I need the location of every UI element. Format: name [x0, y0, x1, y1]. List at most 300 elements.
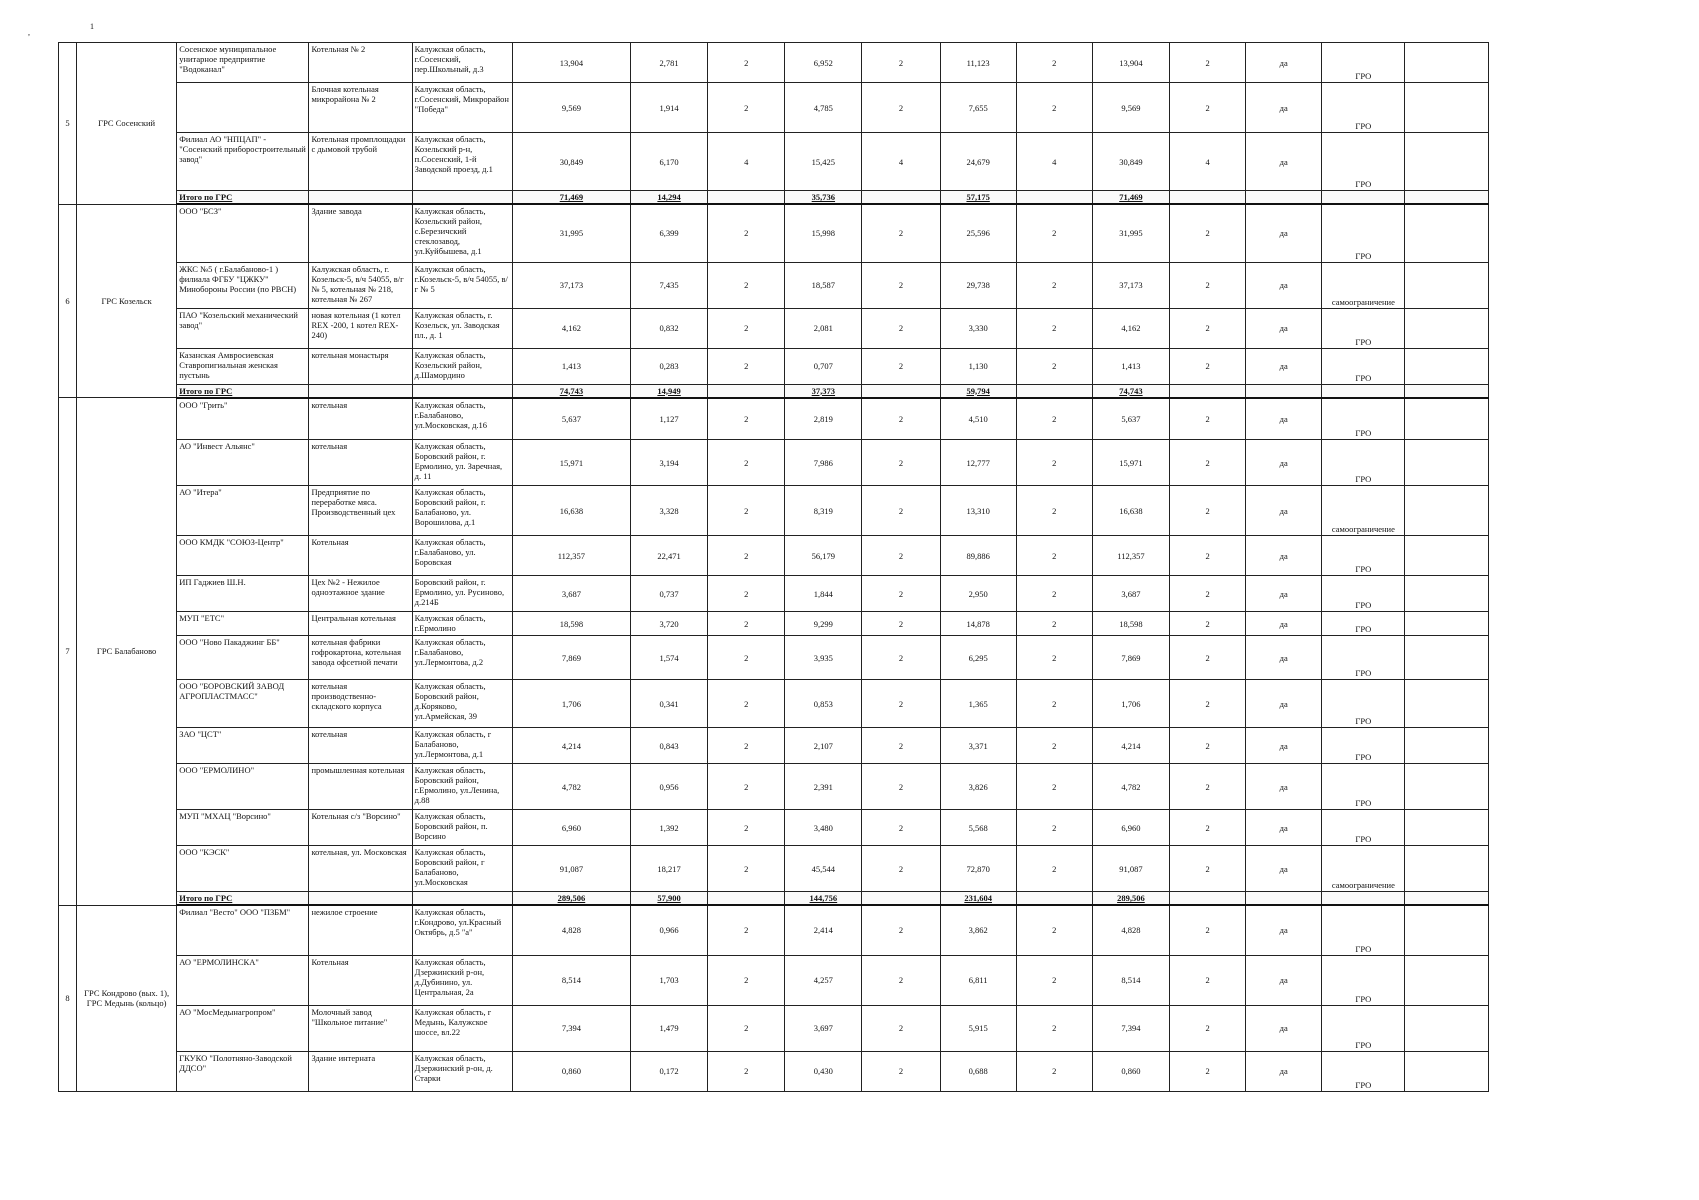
value-cell-yes: да: [1246, 905, 1322, 955]
empty-cell: [1405, 384, 1488, 398]
value-cell-n1: 2: [708, 486, 785, 536]
document-sheet: [58, 42, 1678, 1092]
empty-cell: [1405, 398, 1488, 440]
address-cell: Калужская область, Дзержинский р-он, д.Дубинино, ул. Центральная, 2а: [412, 955, 512, 1005]
value-cell-v5: 91,087: [1092, 846, 1169, 892]
restriction-type-cell: ГРО: [1322, 1005, 1405, 1051]
value-cell-v2: 0,832: [631, 308, 708, 348]
value-cell-yes: да: [1246, 43, 1322, 83]
value-cell-n2: 2: [862, 1051, 940, 1091]
value-cell-v4: 5,568: [940, 810, 1016, 846]
value-cell-v5: 3,687: [1092, 576, 1169, 612]
value-cell-n2: 2: [862, 486, 940, 536]
value-cell-v5: 4,214: [1092, 728, 1169, 764]
table-row: [59, 728, 1678, 764]
table-row: [59, 680, 1678, 728]
value-cell-v2: 3,720: [631, 612, 708, 636]
value-cell-v1: 8,514: [512, 955, 630, 1005]
grs-name: ГРС Кондрово (вых. 1), ГРС Медынь (кольцо): [77, 905, 177, 1091]
object-cell: котельная фабрики гофрокартона, котельная завода офсетной печати: [309, 636, 412, 680]
total-value-v1: 71,469: [512, 191, 630, 205]
empty-cell: [1170, 892, 1246, 906]
value-cell-n2: 2: [862, 576, 940, 612]
empty-cell: [1016, 892, 1092, 906]
value-cell-v4: 3,330: [940, 308, 1016, 348]
group-number: 5: [59, 43, 77, 205]
empty-cell: [862, 892, 940, 906]
value-cell-yes: да: [1246, 810, 1322, 846]
value-cell-v2: 1,703: [631, 955, 708, 1005]
value-cell-v4: 14,878: [940, 612, 1016, 636]
empty-cell: [1405, 133, 1488, 191]
value-cell-v5: 30,849: [1092, 133, 1169, 191]
value-cell-yes: да: [1246, 83, 1322, 133]
restriction-type-cell: ГРО: [1322, 680, 1405, 728]
total-value-v2: 14,949: [631, 384, 708, 398]
value-cell-v1: 3,687: [512, 576, 630, 612]
value-cell-v3: 2,081: [785, 308, 862, 348]
value-cell-v4: 24,679: [940, 133, 1016, 191]
address-cell: Калужская область, г.Ермолино: [412, 612, 512, 636]
organization-cell: ООО "БОРОВСКИЙ ЗАВОД АГРОПЛАСТМАСС": [177, 680, 309, 728]
value-cell-v1: 6,960: [512, 810, 630, 846]
value-cell-n1: 2: [708, 440, 785, 486]
organization-cell: АО "ЕРМОЛИНСКА": [177, 955, 309, 1005]
table-row: [59, 83, 1678, 133]
value-cell-n2: 2: [862, 83, 940, 133]
empty-cell: [1405, 1005, 1488, 1051]
value-cell-v4: 6,295: [940, 636, 1016, 680]
restriction-type-cell: ГРО: [1322, 398, 1405, 440]
grs-name: ГРС Козельск: [77, 204, 177, 398]
value-cell-n3: 2: [1016, 955, 1092, 1005]
organization-cell: ЖКС №5 ( г.Балабаново-1 ) филиала ФГБУ "ЦЖКУ" Минобороны России (по РВСН): [177, 262, 309, 308]
value-cell-v2: 1,392: [631, 810, 708, 846]
total-value-v4: 59,794: [940, 384, 1016, 398]
value-cell-n2: 2: [862, 905, 940, 955]
value-cell-v1: 7,394: [512, 1005, 630, 1051]
organization-cell: [177, 83, 309, 133]
organization-cell: АО "МосМедынагропром": [177, 1005, 309, 1051]
total-value-v5: 289,506: [1092, 892, 1169, 906]
value-cell-n4: 2: [1170, 612, 1246, 636]
object-cell: котельная производственно-складского корпуса: [309, 680, 412, 728]
value-cell-n3: 4: [1016, 133, 1092, 191]
restriction-type-cell: ГРО: [1322, 636, 1405, 680]
value-cell-yes: да: [1246, 612, 1322, 636]
empty-cell: [412, 384, 512, 398]
empty-cell: [1405, 204, 1488, 262]
object-cell: Котельная № 2: [309, 43, 412, 83]
value-cell-n3: 2: [1016, 536, 1092, 576]
value-cell-yes: да: [1246, 308, 1322, 348]
value-cell-v3: 2,819: [785, 398, 862, 440]
value-cell-v5: 9,569: [1092, 83, 1169, 133]
organization-cell: ООО "БСЗ": [177, 204, 309, 262]
empty-cell: [1405, 576, 1488, 612]
empty-cell: [309, 892, 412, 906]
value-cell-n3: 2: [1016, 43, 1092, 83]
value-cell-v1: 7,869: [512, 636, 630, 680]
empty-cell: [1405, 348, 1488, 384]
value-cell-n4: 2: [1170, 680, 1246, 728]
value-cell-v4: 3,862: [940, 905, 1016, 955]
organization-cell: ООО "Грить": [177, 398, 309, 440]
table-row: [59, 810, 1678, 846]
value-cell-v1: 30,849: [512, 133, 630, 191]
restriction-type-cell: самоограничение: [1322, 486, 1405, 536]
value-cell-v4: 13,310: [940, 486, 1016, 536]
value-cell-yes: да: [1246, 576, 1322, 612]
empty-cell: [1405, 262, 1488, 308]
value-cell-v3: 8,319: [785, 486, 862, 536]
value-cell-yes: да: [1246, 1005, 1322, 1051]
empty-cell: [1405, 892, 1488, 906]
value-cell-v5: 5,637: [1092, 398, 1169, 440]
value-cell-v4: 3,371: [940, 728, 1016, 764]
empty-cell: [1405, 764, 1488, 810]
value-cell-v3: 18,587: [785, 262, 862, 308]
table-row: [59, 440, 1678, 486]
address-cell: Калужская область, Козельский район, д.Шамордино: [412, 348, 512, 384]
organization-cell: ООО "Ново Пакаджинг ББ": [177, 636, 309, 680]
value-cell-v2: 3,328: [631, 486, 708, 536]
empty-cell: [1405, 955, 1488, 1005]
value-cell-n2: 2: [862, 764, 940, 810]
value-cell-v2: 1,574: [631, 636, 708, 680]
value-cell-n4: 2: [1170, 1005, 1246, 1051]
value-cell-v3: 3,697: [785, 1005, 862, 1051]
scan-mark-top: 1: [90, 22, 94, 31]
total-value-v3: 35,736: [785, 191, 862, 205]
address-cell: Калужская область, Боровский район, п. Ворсино: [412, 810, 512, 846]
value-cell-n2: 2: [862, 636, 940, 680]
empty-cell: [862, 191, 940, 205]
address-cell: Калужская область, г.Балабаново, ул.Московская, д.16: [412, 398, 512, 440]
address-cell: Калужская область, г.Сосенский, Микрорайон "Победа": [412, 83, 512, 133]
value-cell-v1: 9,569: [512, 83, 630, 133]
value-cell-v3: 9,299: [785, 612, 862, 636]
empty-cell: [1322, 384, 1405, 398]
empty-cell: [1405, 486, 1488, 536]
value-cell-n4: 2: [1170, 576, 1246, 612]
empty-cell: [1405, 43, 1488, 83]
value-cell-v3: 2,414: [785, 905, 862, 955]
empty-cell: [1246, 384, 1322, 398]
value-cell-yes: да: [1246, 440, 1322, 486]
restriction-type-cell: ГРО: [1322, 43, 1405, 83]
empty-cell: [708, 191, 785, 205]
value-cell-n4: 2: [1170, 262, 1246, 308]
total-label: Итого по ГРС: [177, 191, 309, 205]
restriction-type-cell: самоограничение: [1322, 262, 1405, 308]
empty-cell: [862, 384, 940, 398]
value-cell-n3: 2: [1016, 1051, 1092, 1091]
restriction-type-cell: ГРО: [1322, 955, 1405, 1005]
value-cell-yes: да: [1246, 636, 1322, 680]
object-cell: Здание интерната: [309, 1051, 412, 1091]
value-cell-n2: 2: [862, 204, 940, 262]
value-cell-n3: 2: [1016, 440, 1092, 486]
table-row: [59, 398, 1678, 440]
value-cell-yes: да: [1246, 348, 1322, 384]
object-cell: Котельная промплощадки с дымовой трубой: [309, 133, 412, 191]
value-cell-v1: 4,828: [512, 905, 630, 955]
value-cell-yes: да: [1246, 1051, 1322, 1091]
object-cell: котельная: [309, 398, 412, 440]
table-row: [59, 262, 1678, 308]
value-cell-v4: 11,123: [940, 43, 1016, 83]
value-cell-v4: 72,870: [940, 846, 1016, 892]
value-cell-n1: 2: [708, 810, 785, 846]
group-number: 8: [59, 905, 77, 1091]
empty-cell: [1405, 612, 1488, 636]
empty-cell: [412, 892, 512, 906]
empty-cell: [708, 384, 785, 398]
value-cell-yes: да: [1246, 846, 1322, 892]
value-cell-v3: 6,952: [785, 43, 862, 83]
table-row: [59, 955, 1678, 1005]
value-cell-n4: 2: [1170, 204, 1246, 262]
value-cell-yes: да: [1246, 955, 1322, 1005]
object-cell: котельная, ул. Московская: [309, 846, 412, 892]
value-cell-v3: 56,179: [785, 536, 862, 576]
address-cell: Калужская область, г.Сосенский, пер.Школьный, д.3: [412, 43, 512, 83]
value-cell-n3: 2: [1016, 680, 1092, 728]
value-cell-n1: 2: [708, 83, 785, 133]
object-cell: промышленная котельная: [309, 764, 412, 810]
value-cell-v2: 0,843: [631, 728, 708, 764]
value-cell-n2: 2: [862, 536, 940, 576]
value-cell-n3: 2: [1016, 204, 1092, 262]
table-row: [59, 486, 1678, 536]
empty-cell: [1405, 846, 1488, 892]
value-cell-v3: 2,391: [785, 764, 862, 810]
value-cell-n1: 2: [708, 728, 785, 764]
empty-cell: [309, 384, 412, 398]
value-cell-v2: 22,471: [631, 536, 708, 576]
value-cell-n1: 2: [708, 612, 785, 636]
address-cell: Калужская область, г.Козельск-5, в/ч 54055, в/г № 5: [412, 262, 512, 308]
value-cell-v2: 2,781: [631, 43, 708, 83]
total-label: Итого по ГРС: [177, 384, 309, 398]
value-cell-n3: 2: [1016, 636, 1092, 680]
total-value-v5: 71,469: [1092, 191, 1169, 205]
address-cell: Боровский район, г. Ермолино, ул. Русиново, д.214Б: [412, 576, 512, 612]
value-cell-v4: 3,826: [940, 764, 1016, 810]
value-cell-v4: 2,950: [940, 576, 1016, 612]
total-value-v1: 74,743: [512, 384, 630, 398]
empty-cell: [1322, 892, 1405, 906]
restriction-type-cell: ГРО: [1322, 308, 1405, 348]
address-cell: Калужская область, г.Балабаново, ул.Лермонтова, д.2: [412, 636, 512, 680]
value-cell-v5: 13,904: [1092, 43, 1169, 83]
value-cell-n2: 2: [862, 612, 940, 636]
value-cell-v1: 37,173: [512, 262, 630, 308]
value-cell-v5: 1,706: [1092, 680, 1169, 728]
address-cell: Калужская область, Козельский р-н, п.Сосенский, 1-й Заводской проезд, д.1: [412, 133, 512, 191]
restriction-type-cell: ГРО: [1322, 576, 1405, 612]
value-cell-n2: 2: [862, 680, 940, 728]
value-cell-v3: 3,935: [785, 636, 862, 680]
value-cell-n1: 2: [708, 636, 785, 680]
object-cell: Здание завода: [309, 204, 412, 262]
address-cell: Калужская область, г.Кондрово, ул.Красный Октябрь, д.5 "а": [412, 905, 512, 955]
value-cell-v1: 4,162: [512, 308, 630, 348]
value-cell-n4: 2: [1170, 955, 1246, 1005]
empty-cell: [1016, 384, 1092, 398]
value-cell-yes: да: [1246, 764, 1322, 810]
value-cell-n3: 2: [1016, 905, 1092, 955]
value-cell-n4: 2: [1170, 348, 1246, 384]
value-cell-v4: 25,596: [940, 204, 1016, 262]
address-cell: Калужская область, Боровский район, г. Балабаново, ул. Ворошилова, д.1: [412, 486, 512, 536]
table-row: [59, 348, 1678, 384]
restriction-type-cell: ГРО: [1322, 204, 1405, 262]
value-cell-v4: 89,886: [940, 536, 1016, 576]
restriction-type-cell: самоограничение: [1322, 846, 1405, 892]
organization-cell: ООО "ЕРМОЛИНО": [177, 764, 309, 810]
value-cell-n2: 2: [862, 308, 940, 348]
value-cell-v2: 0,737: [631, 576, 708, 612]
empty-cell: [309, 191, 412, 205]
table-row: [59, 846, 1678, 892]
value-cell-yes: да: [1246, 398, 1322, 440]
object-cell: Центральная котельная: [309, 612, 412, 636]
value-cell-v1: 1,413: [512, 348, 630, 384]
group-number: 6: [59, 204, 77, 398]
value-cell-v4: 7,655: [940, 83, 1016, 133]
value-cell-v5: 112,357: [1092, 536, 1169, 576]
organization-cell: МУП "МХАЦ "Ворсино": [177, 810, 309, 846]
value-cell-v3: 0,853: [785, 680, 862, 728]
value-cell-n4: 2: [1170, 486, 1246, 536]
empty-cell: [1405, 440, 1488, 486]
value-cell-n4: 2: [1170, 905, 1246, 955]
value-cell-n2: 2: [862, 728, 940, 764]
value-cell-n1: 2: [708, 905, 785, 955]
address-cell: Калужская область, Дзержинский р-он, д. Старки: [412, 1051, 512, 1091]
total-row: [59, 384, 1678, 398]
value-cell-v3: 45,544: [785, 846, 862, 892]
value-cell-v4: 1,365: [940, 680, 1016, 728]
empty-cell: [1405, 83, 1488, 133]
table-row: [59, 636, 1678, 680]
value-cell-v2: 7,435: [631, 262, 708, 308]
value-cell-v3: 1,844: [785, 576, 862, 612]
table-row: [59, 1005, 1678, 1051]
value-cell-v1: 4,214: [512, 728, 630, 764]
value-cell-v2: 0,172: [631, 1051, 708, 1091]
object-cell: Предприятие по переработке мяса. Производственный цех: [309, 486, 412, 536]
empty-cell: [1246, 892, 1322, 906]
value-cell-yes: да: [1246, 133, 1322, 191]
value-cell-n4: 2: [1170, 308, 1246, 348]
value-cell-v5: 8,514: [1092, 955, 1169, 1005]
total-value-v5: 74,743: [1092, 384, 1169, 398]
value-cell-n1: 2: [708, 680, 785, 728]
gas-consumers-table: [58, 42, 1678, 1092]
address-cell: Калужская область, Боровский район, г.Ермолино, ул.Ленина, д.88: [412, 764, 512, 810]
value-cell-v2: 0,283: [631, 348, 708, 384]
empty-cell: [1405, 191, 1488, 205]
empty-cell: [1170, 191, 1246, 205]
value-cell-yes: да: [1246, 204, 1322, 262]
organization-cell: ИП Гаджиев Ш.Н.: [177, 576, 309, 612]
value-cell-n3: 2: [1016, 728, 1092, 764]
empty-cell: [1405, 636, 1488, 680]
value-cell-v1: 16,638: [512, 486, 630, 536]
table-row: [59, 764, 1678, 810]
value-cell-v5: 7,394: [1092, 1005, 1169, 1051]
value-cell-n4: 2: [1170, 764, 1246, 810]
value-cell-n3: 2: [1016, 764, 1092, 810]
value-cell-v1: 91,087: [512, 846, 630, 892]
organization-cell: Казанская Амвросиевская Ставропигиальная женская пустынь: [177, 348, 309, 384]
value-cell-n2: 2: [862, 846, 940, 892]
value-cell-v1: 0,860: [512, 1051, 630, 1091]
value-cell-v4: 0,688: [940, 1051, 1016, 1091]
value-cell-v2: 0,341: [631, 680, 708, 728]
value-cell-n4: 2: [1170, 398, 1246, 440]
object-cell: Калужская область, г. Козельск-5, в/ч 54055, в/г № 5, котельная № 218, котельная № 267: [309, 262, 412, 308]
value-cell-v1: 18,598: [512, 612, 630, 636]
value-cell-v2: 1,127: [631, 398, 708, 440]
object-cell: котельная монастыря: [309, 348, 412, 384]
value-cell-v3: 4,257: [785, 955, 862, 1005]
value-cell-n3: 2: [1016, 810, 1092, 846]
value-cell-n2: 2: [862, 348, 940, 384]
object-cell: Блочная котельная микрорайона № 2: [309, 83, 412, 133]
value-cell-v1: 4,782: [512, 764, 630, 810]
grs-name: ГРС Балабаново: [77, 398, 177, 906]
value-cell-v5: 16,638: [1092, 486, 1169, 536]
value-cell-v2: 3,194: [631, 440, 708, 486]
value-cell-n4: 2: [1170, 728, 1246, 764]
value-cell-v3: 4,785: [785, 83, 862, 133]
value-cell-n3: 2: [1016, 308, 1092, 348]
value-cell-yes: да: [1246, 680, 1322, 728]
value-cell-v5: 15,971: [1092, 440, 1169, 486]
value-cell-n3: 2: [1016, 612, 1092, 636]
total-value-v2: 57,900: [631, 892, 708, 906]
value-cell-v4: 5,915: [940, 1005, 1016, 1051]
table-row: [59, 612, 1678, 636]
value-cell-n3: 2: [1016, 262, 1092, 308]
value-cell-v4: 4,510: [940, 398, 1016, 440]
value-cell-n1: 2: [708, 308, 785, 348]
value-cell-n2: 2: [862, 1005, 940, 1051]
table-row: [59, 536, 1678, 576]
table-row: [59, 308, 1678, 348]
value-cell-v1: 1,706: [512, 680, 630, 728]
value-cell-v3: 0,430: [785, 1051, 862, 1091]
restriction-type-cell: ГРО: [1322, 810, 1405, 846]
empty-cell: [1405, 680, 1488, 728]
value-cell-n2: 2: [862, 810, 940, 846]
empty-cell: [1405, 1051, 1488, 1091]
value-cell-n4: 4: [1170, 133, 1246, 191]
empty-cell: [708, 892, 785, 906]
value-cell-v2: 0,956: [631, 764, 708, 810]
value-cell-v5: 4,162: [1092, 308, 1169, 348]
value-cell-v3: 0,707: [785, 348, 862, 384]
scan-mark-left: ,: [28, 28, 30, 37]
organization-cell: Филиал "Весто" ООО "ПЗБМ": [177, 905, 309, 955]
address-cell: Калужская область, г Балабаново, ул.Лермонтова, д.1: [412, 728, 512, 764]
value-cell-n3: 2: [1016, 348, 1092, 384]
value-cell-n4: 2: [1170, 43, 1246, 83]
